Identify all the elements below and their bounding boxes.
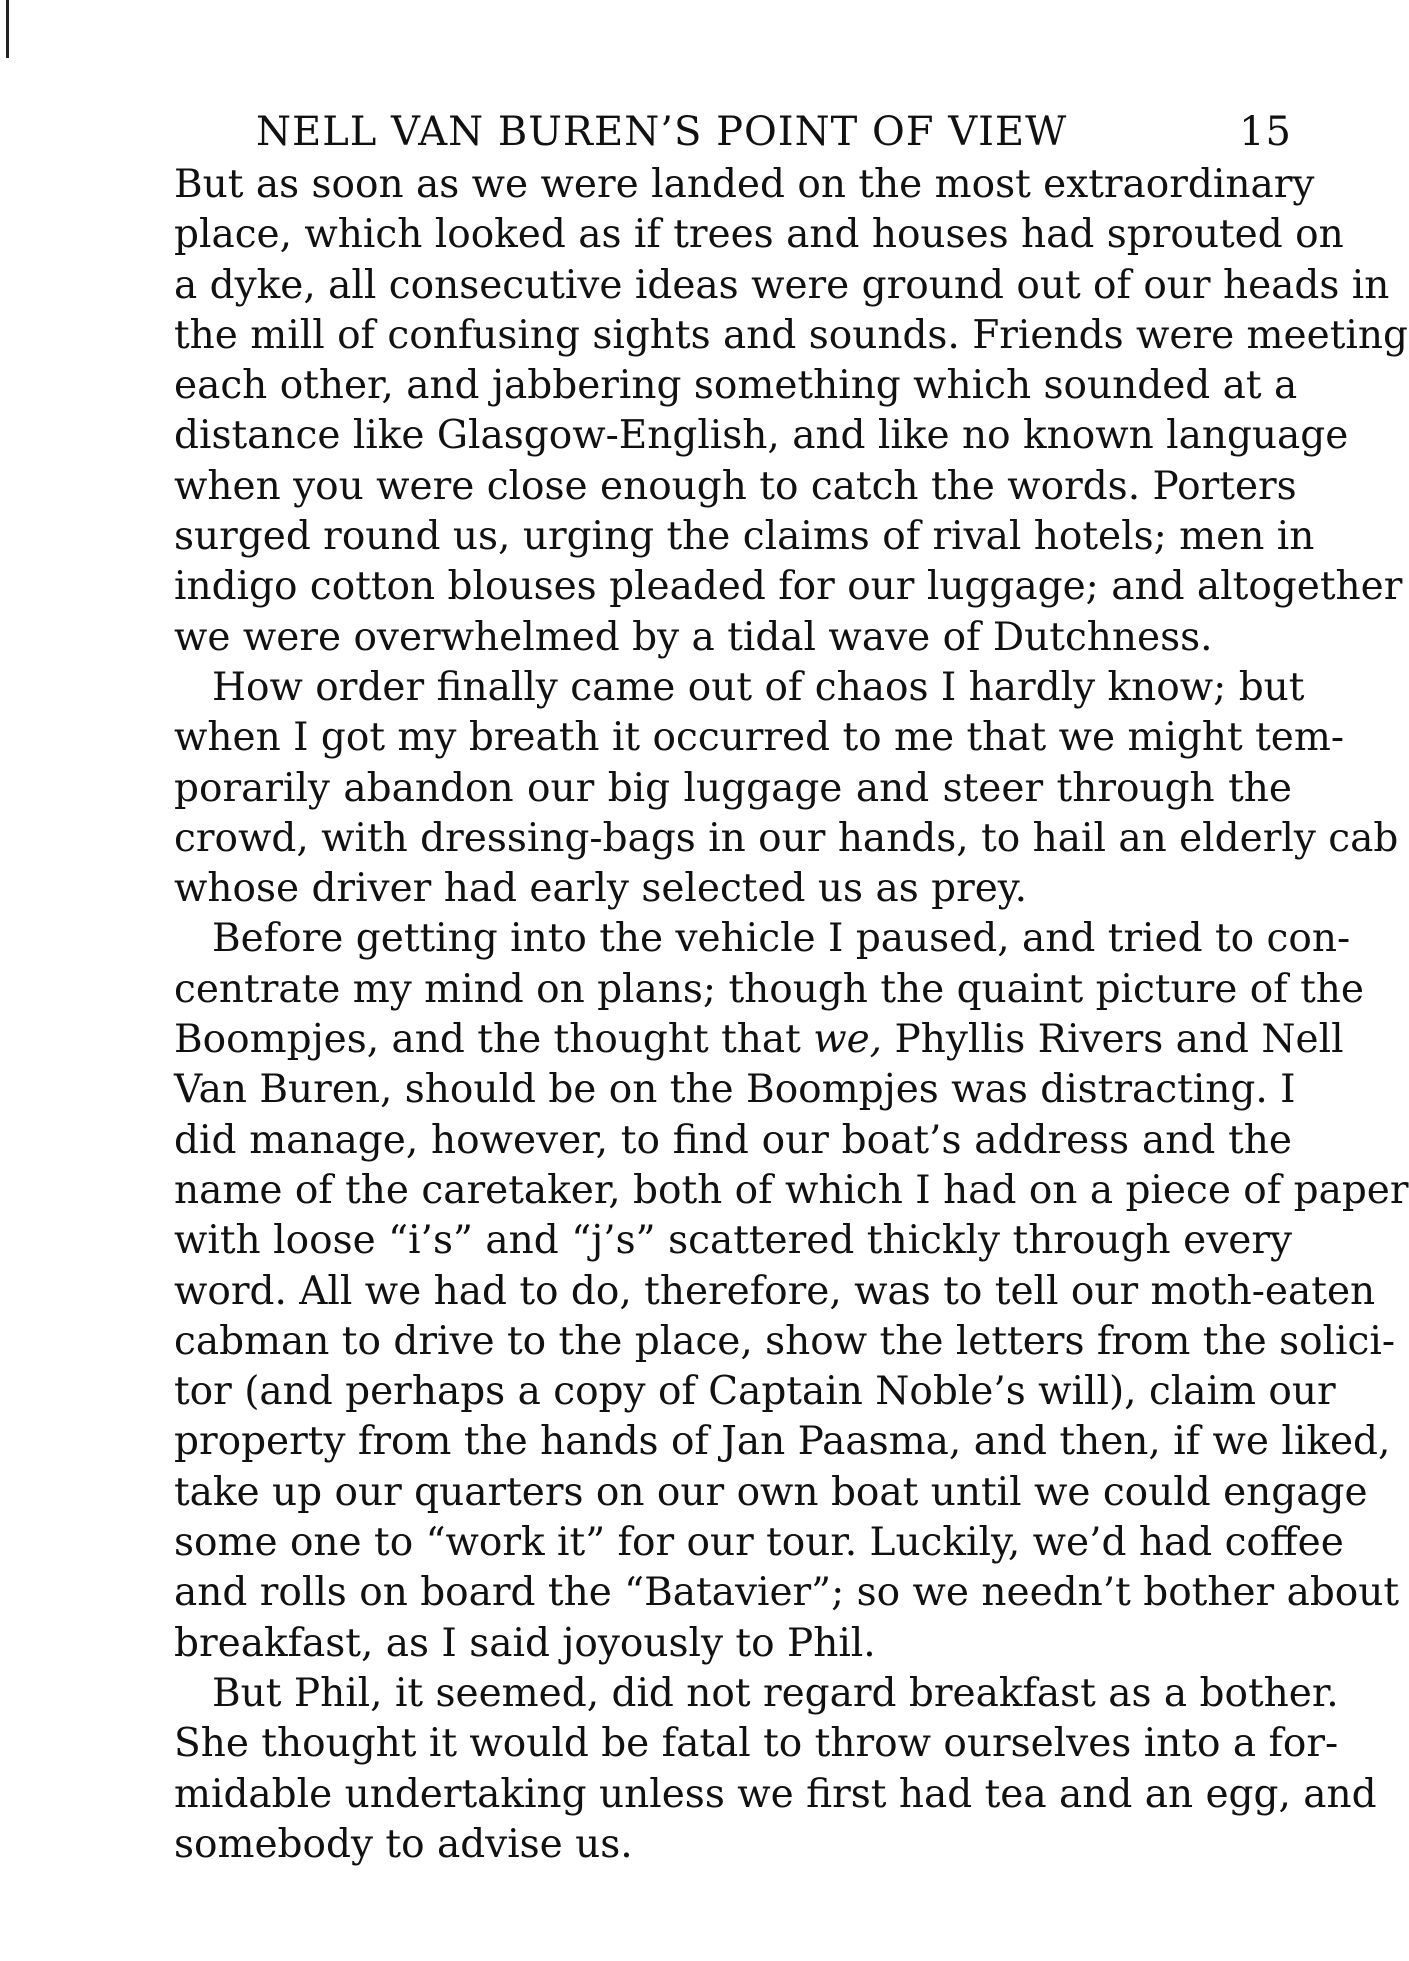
text-line: each other, and jabbering something which sounded at a: [174, 363, 1298, 409]
text-line: a dyke, all consecutive ideas were ground out of our heads in: [174, 262, 1390, 308]
text-line: when you were close enough to catch the words. Porters: [174, 463, 1297, 509]
text-line: midable undertaking unless we first had tea and an egg, and: [174, 1771, 1377, 1817]
text-line: crowd, with dressing-bags in our hands, to hail an elderly cab: [174, 815, 1399, 861]
text-line: some one to “work it” for our tour. Luckily, we’d had coffee: [174, 1520, 1344, 1566]
text-line: did manage, however, to find our boat’s address and the: [174, 1117, 1292, 1163]
text-line: breakfast, as I said joyously to Phil.: [174, 1620, 876, 1666]
text-line: word. All we had to do, therefore, was to tell our moth-eaten: [174, 1268, 1376, 1314]
text-line: somebody to advise us.: [174, 1821, 633, 1867]
text-line: How order finally came out of chaos I hardly know; but: [212, 664, 1305, 710]
text-segment: Boompjes, and the thought that: [174, 1017, 814, 1063]
paragraph-1: [174, 160, 1408, 663]
text-line: we were overwhelmed by a tidal wave of Dutchness.: [174, 614, 1213, 660]
running-head: [174, 104, 1292, 160]
text-line: name of the caretaker, both of which I had on a piece of paper: [174, 1167, 1409, 1213]
text-line: the mill of confusing sights and sounds. Friends were meeting: [174, 312, 1408, 358]
text-line: But Phil, it seemed, did not regard breakfast as a bother.: [212, 1670, 1339, 1716]
text-line: take up our quarters on our own boat until we could engage: [174, 1469, 1368, 1515]
book-page: [174, 104, 1409, 1870]
text-line: She thought it would be fatal to throw ourselves into a for-: [174, 1721, 1339, 1767]
paragraph-2: [174, 663, 1399, 914]
text-line: Van Buren, should be on the Boompjes was distracting. I: [174, 1067, 1296, 1113]
text-line-with-italic: [174, 1015, 1344, 1065]
text-line: porarily abandon our big luggage and steer through the: [174, 765, 1292, 811]
text-line: Before getting into the vehicle I paused, and tried to con-: [212, 916, 1351, 962]
text-line: cabman to drive to the place, show the letters from the solici-: [174, 1318, 1395, 1364]
text-line: surged round us, urging the claims of rival hotels; men in: [174, 514, 1315, 560]
text-line: indigo cotton blouses pleaded for our luggage; and altogether: [174, 564, 1403, 610]
italic-word: we,: [813, 1017, 883, 1063]
text-line: property from the hands of Jan Paasma, and then, if we liked,: [174, 1419, 1391, 1465]
text-line: with loose “i’s” and “j’s” scattered thickly through every: [174, 1218, 1292, 1264]
text-segment: Phyllis Rivers and Nell: [882, 1017, 1344, 1063]
text-line: tor (and perhaps a copy of Captain Noble’s will), claim our: [174, 1369, 1336, 1415]
text-line: place, which looked as if trees and houses had sprouted on: [174, 212, 1344, 258]
page-number: 15: [1239, 109, 1292, 155]
text-line: centrate my mind on plans; though the quaint picture of the: [174, 966, 1364, 1012]
text-line: But as soon as we were landed on the most extraordinary: [174, 162, 1315, 207]
text-line: whose driver had early selected us as prey.: [174, 866, 1028, 912]
paragraph-3: [174, 914, 1409, 1668]
text-line: and rolls on board the “Batavier”; so we needn’t bother about: [174, 1570, 1400, 1616]
chapter-title: NELL VAN BUREN’S POINT OF VIEW: [256, 109, 1068, 155]
text-line: distance like Glasgow-English, and like no known language: [174, 413, 1349, 459]
scan-edge-mark: [6, 0, 9, 58]
paragraph-4: [174, 1669, 1377, 1870]
text-line: when I got my breath it occurred to me that we might tem-: [174, 715, 1344, 761]
